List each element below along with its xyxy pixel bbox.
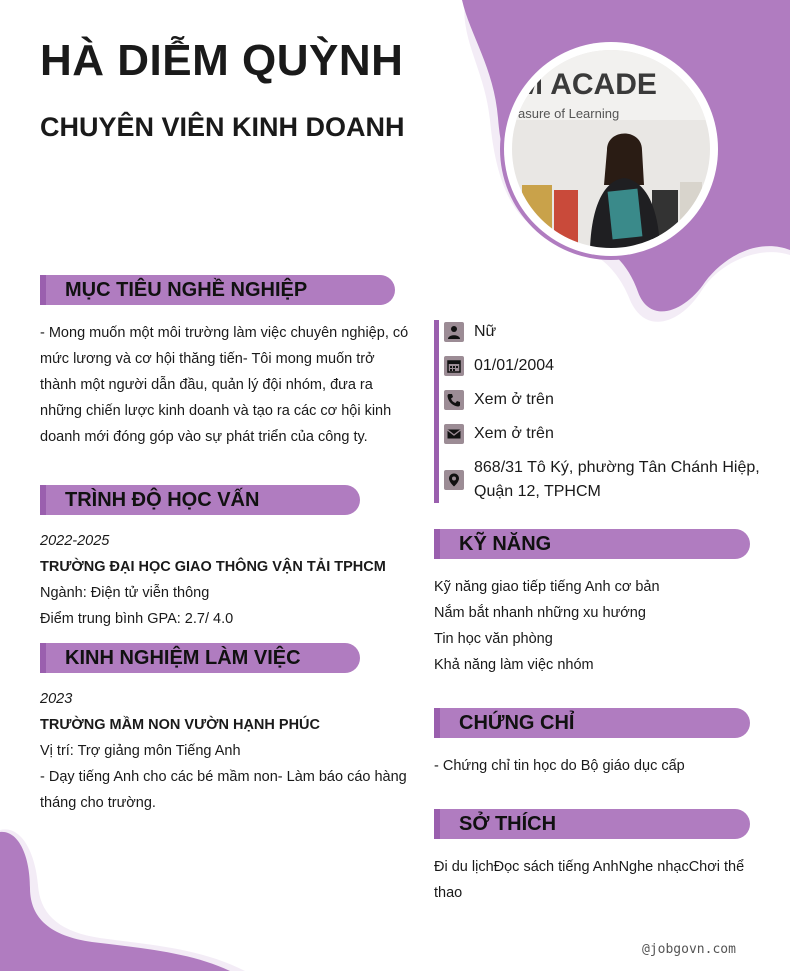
sign-text-2: asure of Learning: [518, 106, 620, 121]
objective-heading: MỤC TIÊU NGHỀ NGHIỆP: [40, 275, 395, 305]
calendar-icon: [444, 356, 464, 376]
education-period: 2022-2025: [40, 533, 110, 549]
birthday-value: 01/01/2004: [474, 357, 555, 374]
job-title: CHUYÊN VIÊN KINH DOANH: [40, 112, 405, 142]
email-value: Xem ở trên: [474, 425, 554, 442]
phone-icon: [444, 390, 464, 410]
objective-line: mức lương và cơ hội thăng tiến- Tôi mong muốn trở: [40, 351, 375, 367]
hobbies-heading: SỞ THÍCH: [434, 809, 750, 839]
experience-heading: KINH NGHIỆM LÀM VIỆC: [40, 643, 360, 673]
education-heading: TRÌNH ĐỘ HỌC VẤN: [40, 485, 360, 515]
education-school: TRƯỜNG ĐẠI HỌC GIAO THÔNG VẬN TẢI TPHCM: [40, 559, 386, 575]
candidate-name: HÀ DIỄM QUỲNH: [40, 36, 404, 85]
objective-line: thành một người dẫn đầu, quản lý đội nhóm, đưa ra: [40, 377, 373, 393]
experience-year: 2023: [40, 691, 73, 707]
experience-position: Vị trí: Trợ giảng môn Tiếng Anh: [40, 743, 241, 759]
address-value: [474, 456, 764, 504]
objective-line: - Mong muốn một môi trường làm việc chuyên nghiệp, có: [40, 325, 409, 341]
sign-text-1: M ACADE: [518, 68, 657, 101]
objective-line: doanh mới đóng góp vào sự phát triển của công ty.: [40, 429, 368, 445]
skill-item: Kỹ năng giao tiếp tiếng Anh cơ bản: [434, 579, 660, 595]
experience-block: [40, 686, 410, 816]
skill-item: Khả năng làm việc nhóm: [434, 657, 594, 673]
experience-desc-line: - Dạy tiếng Anh cho các bé mầm non- Làm báo cáo hàng: [40, 769, 407, 785]
location-pin-icon: [444, 470, 464, 490]
mail-icon: [444, 424, 464, 444]
certificates-heading: CHỨNG CHỈ: [434, 708, 750, 738]
address-line-2: Quận 12, TPHCM: [474, 483, 601, 500]
watermark-text: @jobgovn.com: [642, 942, 736, 957]
hobbies-line: Đi du lịchĐọc sách tiếng AnhNghe nhạcChơi thể: [434, 859, 745, 875]
experience-desc-line: tháng cho trường.: [40, 795, 156, 811]
gender-value: Nữ: [474, 323, 497, 340]
objective-line: những chiến lược kinh doanh và tạo ra các cơ hội kinh: [40, 403, 392, 419]
objective-text: [40, 320, 410, 450]
person-icon: [444, 322, 464, 342]
skill-item: Tin học văn phòng: [434, 631, 553, 647]
phone-value: Xem ở trên: [474, 391, 554, 408]
address-line-1: 868/31 Tô Ký, phường Tân Chánh Hiệp,: [474, 459, 760, 476]
certificate-item: - Chứng chỉ tin học do Bộ giáo dục cấp: [434, 758, 685, 774]
hobbies-text: [434, 854, 754, 906]
education-gpa: Điểm trung bình GPA: 2.7/ 4.0: [40, 611, 234, 627]
profile-photo-illustration: [512, 50, 710, 248]
education-major: Ngành: Điện tử viễn thông: [40, 585, 210, 601]
skills-list: [434, 574, 754, 678]
skill-item: Nắm bắt nhanh những xu hướng: [434, 605, 646, 621]
experience-company: TRƯỜNG MẦM NON VƯỜN HẠNH PHÚC: [40, 717, 320, 733]
contact-accent-bar: [434, 320, 439, 503]
profile-photo: [512, 50, 710, 248]
education-block: [40, 528, 410, 632]
bottom-left-blob: [0, 820, 300, 971]
hobbies-line: thao: [434, 885, 463, 901]
skills-heading: KỸ NĂNG: [434, 529, 750, 559]
